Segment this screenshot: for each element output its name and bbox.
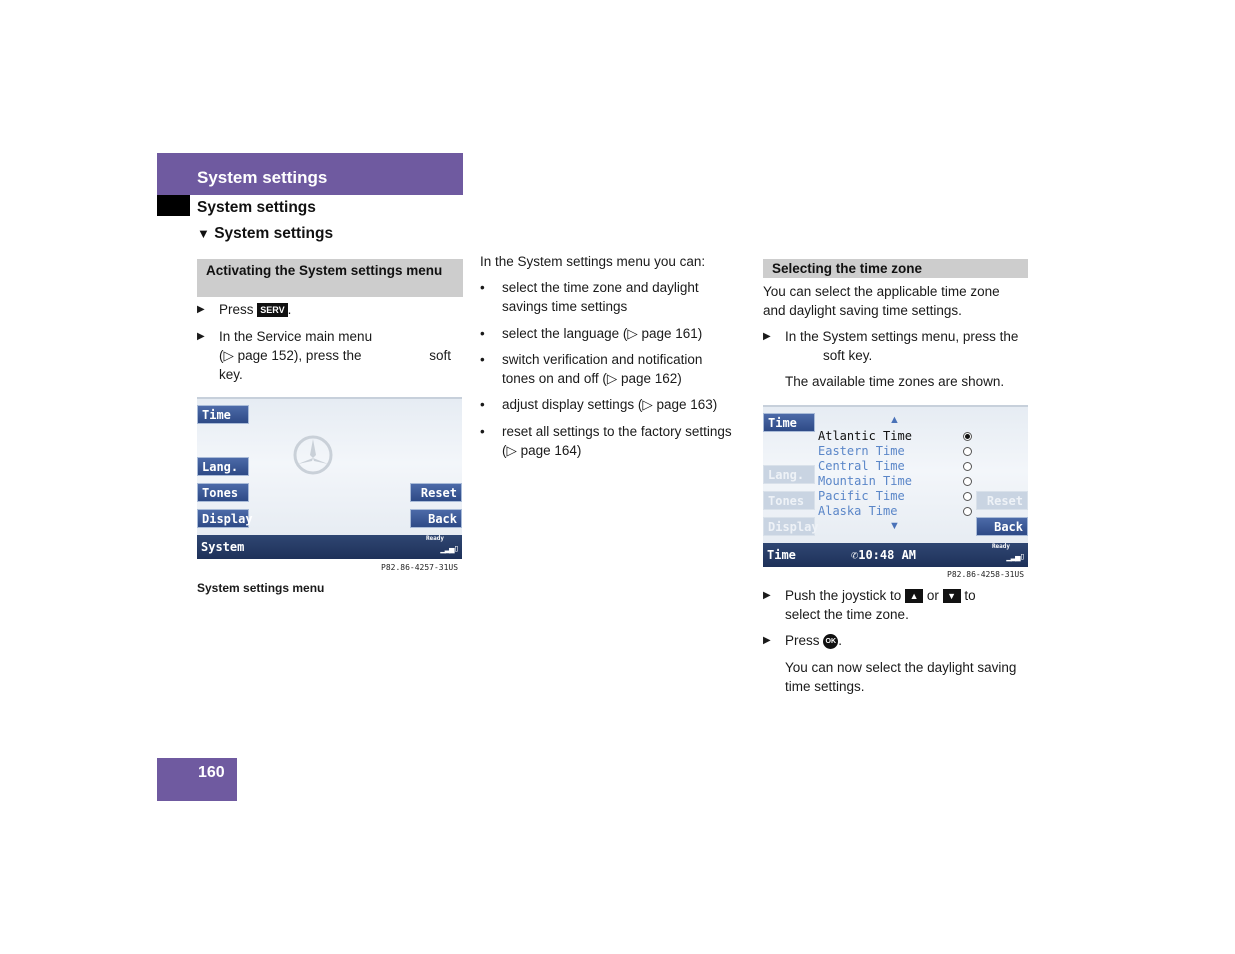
list-item: • select the language (▷ page 161) <box>480 326 703 341</box>
step-arrow-icon: ▶ <box>763 635 771 646</box>
ok-key-icon: OK <box>823 634 838 649</box>
list-item: • select the time zone and daylight savings time settings <box>480 280 699 314</box>
soft-key-tones[interactable]: Tones <box>197 483 249 502</box>
result-time-zones-shown: The available time zones are shown. <box>785 374 1005 389</box>
time-zone-screen <box>763 405 1028 567</box>
time-zone-item[interactable]: Mountain Time <box>818 474 912 488</box>
step-arrow-icon: ▶ <box>197 304 205 315</box>
soft-key-back[interactable]: Back <box>410 509 462 528</box>
time-zone-item[interactable]: Central Time <box>818 459 905 473</box>
soft-key-reset[interactable]: Reset <box>976 491 1028 510</box>
left-step-1: ▶ Press SERV . <box>197 302 292 317</box>
screen-status-bar <box>763 543 1028 567</box>
left-step-2: ▶ In the Service main menu (▷ page 152), press the soft key. <box>197 329 451 382</box>
soft-key-lang[interactable]: Lang. <box>763 465 815 484</box>
page-subtitle: System settings <box>197 199 316 216</box>
soft-key-reset[interactable]: Reset <box>410 483 462 502</box>
subsection-title: ▼ System settings <box>197 225 334 242</box>
soft-key-time[interactable]: Time <box>763 413 815 432</box>
step-arrow-icon: ▶ <box>197 331 205 342</box>
scroll-up-icon[interactable]: ▲ <box>889 414 900 426</box>
signal-icon: ▁▂▄▯ <box>1006 552 1024 562</box>
soft-key-display[interactable]: Display <box>763 517 815 536</box>
section-tab <box>157 153 463 195</box>
radio-icon[interactable] <box>963 477 972 486</box>
signal-icon: ▁▂▄▯ <box>440 544 458 554</box>
joystick-up-icon: ▲ <box>905 589 923 603</box>
status-label: System <box>201 540 245 554</box>
status-label: Time <box>767 548 796 562</box>
page-number: 160 <box>198 764 225 781</box>
list-item: • reset all settings to the factory settings (▷ page 164) <box>480 424 732 458</box>
radio-icon[interactable] <box>963 447 972 456</box>
clock: ✆10:48 AM <box>851 548 917 562</box>
step-arrow-icon: ▶ <box>763 331 771 342</box>
serv-key-icon: SERV <box>257 303 287 317</box>
soft-key-lang[interactable]: Lang. <box>197 457 249 476</box>
figure-code-right: P82.86-4258-31US <box>947 570 1025 579</box>
list-item: • switch verification and notification tones on and off (▷ page 162) <box>480 352 703 386</box>
scroll-down-icon[interactable]: ▼ <box>889 520 900 532</box>
radio-selected-icon[interactable] <box>963 432 972 441</box>
triangle-down-icon: ▼ <box>197 226 210 241</box>
right-step-1: ▶ In the System settings menu, press the soft key. <box>763 329 1019 363</box>
status-ready: Ready <box>991 543 1010 550</box>
time-zone-heading: Selecting the time zone <box>763 259 1028 278</box>
activating-heading: Activating the System settings menu <box>197 259 463 297</box>
result-daylight-saving: You can now select the daylight saving time settings. <box>785 660 1017 694</box>
soft-key-display[interactable]: Display <box>197 509 249 528</box>
time-zone-item[interactable]: Atlantic Time <box>818 429 912 443</box>
joystick-down-icon: ▼ <box>943 589 961 603</box>
time-zone-item[interactable]: Alaska Time <box>818 504 898 518</box>
status-ready: Ready <box>425 535 444 542</box>
page-number-tab <box>157 758 237 801</box>
figure-caption: System settings menu <box>197 581 325 595</box>
system-settings-screen <box>197 397 462 559</box>
time-zone-item[interactable]: Pacific Time <box>818 489 905 503</box>
time-zone-item[interactable]: Eastern Time <box>818 444 905 458</box>
phone-icon: ✆ <box>851 548 859 562</box>
middle-intro: In the System settings menu you can: <box>480 254 706 269</box>
radio-icon[interactable] <box>963 462 972 471</box>
figure-code-left: P82.86-4257-31US <box>381 563 459 572</box>
soft-key-time[interactable]: Time <box>197 405 249 424</box>
section-marker <box>157 195 190 216</box>
soft-key-back[interactable]: Back <box>976 517 1028 536</box>
section-title: System settings <box>197 168 328 187</box>
right-step-3: ▶ Press OK . <box>763 633 843 648</box>
right-step-2: ▶ Push the joystick to ▲ or ▼ to select the time zone. <box>763 588 976 622</box>
soft-key-tones[interactable]: Tones <box>763 491 815 510</box>
radio-icon[interactable] <box>963 507 972 516</box>
list-item: • adjust display settings (▷ page 163) <box>480 397 718 412</box>
screen-status-bar <box>197 535 462 559</box>
step-arrow-icon: ▶ <box>763 590 771 601</box>
mercedes-star-icon <box>292 434 334 476</box>
time-zone-intro: You can select the applicable time zone and daylight saving time settings. <box>763 284 1000 318</box>
radio-icon[interactable] <box>963 492 972 501</box>
